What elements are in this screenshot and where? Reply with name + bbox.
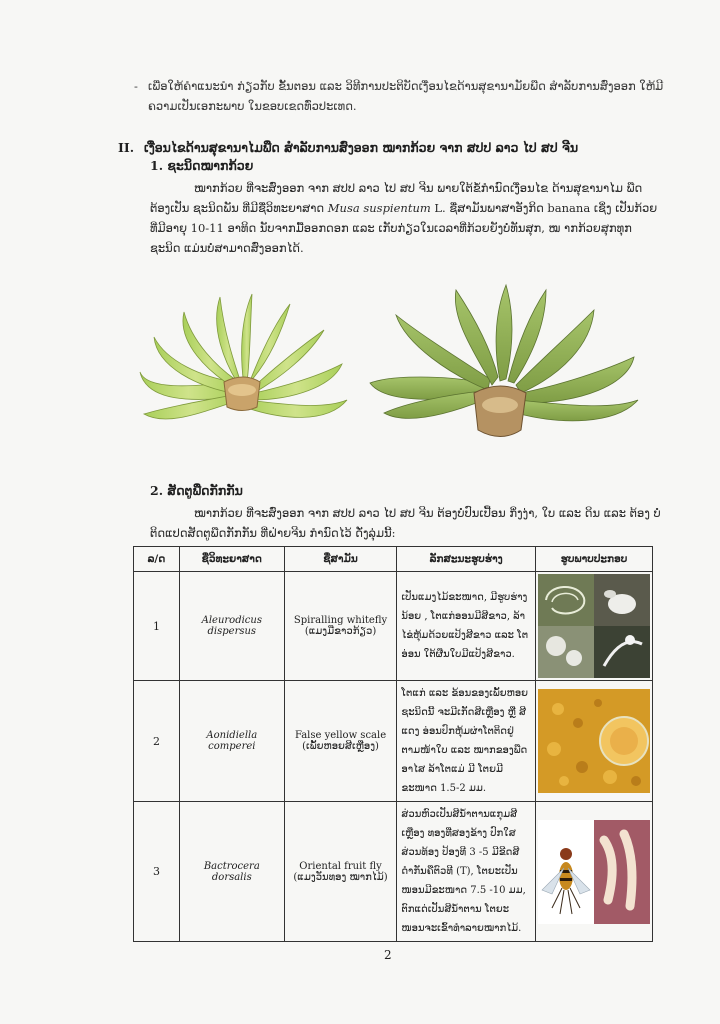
header-illustration: ຮູບພາບປະກອບ [535, 547, 652, 572]
header-description: ລັກສະນະຮູບຮ່າງ [397, 547, 536, 572]
table-row [134, 802, 653, 942]
table-header-row [134, 547, 653, 572]
bullet-dash: - [134, 79, 138, 93]
banana-hand-photo-2 [366, 275, 644, 445]
subsection-2-paragraph: ໝາກກ້ວຍ ທີ່ຈະສົ່ງອອກ ຈາກ ສປປ ລາວ ໄປ ສປ ຈີນ ຕ້ອງບໍ່ປົນເປື້ອນ ກິ່ງງ່າ, ໃບ ແລະ ດິນ ແລະ ຕ້ອງ ບໍ່ຕິດແປດສັດຕູພືດກັກກັນ ທີ່ຝ່າຍຈີນ ກຳນົດໄວ້ ດັ່ງລຸ່ມນີ້: [150, 506, 661, 540]
header-scientific-name: ຊື່ວິທະຍາສາດ [179, 547, 284, 572]
section-number: II. [118, 140, 135, 155]
subsection-2-title: 2. ສັດຕູພືດກັກກັນ [150, 483, 243, 498]
para-text-b: L. ຊື່ສາມັນພາສາອັງກິດ banana ເຊິ່ງ ເປັນກ້ວຍທີ່ມີອາຍຸ 10-11 ອາທິດ ນັບຈາກມື້ອອກດອກ ແລະ ເກັບກ່ຽວໃນເວລາທີ່ກ້ວຍຍັງບໍ່ທັນສຸກ, ໝ າກກ້ວຍສຸກທຸກຊະນິດ ແມ່ນບໍ່ສາມາດສົ່ງອອກໄດ້. [150, 201, 658, 255]
subsection-1-title: 1. ຊະນິດໝາກກ້ວຍ [150, 158, 254, 173]
common-name-cell [284, 572, 397, 681]
description-cell: ໂຕແກ່ ແລະ ຂ້ອນຂອງເພັ້ຍຫອຍ ຊະນິດນີ້ ຈະມີເກັດສີເຫຼືອງ ຫຼື ສີ ແດງ ອ່ອນປົກຫຸ້ມຜ່າໂຕຕິດຢູ່ຕາມໜ້າໃບ ແລະ ໝາກຂອງພືດອາໄສ ລ້າໂຕແມ່ ມີ ໂຕຍມີຂະໜາດ 1.5-2 ມມ. [397, 681, 536, 802]
row-number: 2 [134, 681, 180, 802]
illustration-cell [535, 681, 652, 802]
quarantine-pest-table [133, 546, 653, 942]
description-cell: ສ່ວນຫົວເປັນສີນ້ຳຕານແກຸມສີເຫຼືອງ ທອງທີ່ສອງຂ້າງ ປົກໃສ ສ່ວນທ້ອງ ປ້ອງທີ 3 -5 ມີຂີດສີດຳກັນຄືຕົວທີ (T), ໂຕຍະເປັນໜອນມີຂະໜາດ 7.5 -10 ມມ, ຕົກແດ່ເປັນສີນ້ຳຕານ ໂຕຍະ ໜອນຈະເຂົ້າທຳລາຍໝາກໄມ້. [397, 802, 536, 942]
row-number: 1 [134, 572, 180, 681]
illustration-cell [535, 572, 652, 681]
para-text-a: ໝາກກ້ວຍ ທີ່ຈະສົ່ງອອກ ຈາກ ສປປ ລາວ ໄປ ສປ ຈີນ ພາຍໃຕ້ຂໍ້ກຳນົດເງື່ອນໄຂ ດ້ານສຸຂານາໄມ ພືດ ຕ້ອງເປັນ ຊະນິດພັນ ທີ່ມີຊື່ວິທະຍາສາດ [150, 181, 643, 215]
scientific-name: Musa suspientum [327, 201, 431, 215]
scientific-name-cell: Bactrocera dorsalis [179, 802, 284, 942]
table-row [134, 572, 653, 681]
scientific-name-cell: Aonidiella comperei [179, 681, 284, 802]
table-row [134, 681, 653, 802]
illustration-cell [535, 802, 652, 942]
banana-hand-photo-1 [132, 282, 357, 442]
common-name-cell [284, 802, 397, 942]
subsection-1-paragraph [150, 178, 662, 258]
fruit-fly-photo [538, 820, 650, 924]
description-cell: ເປັນແມງໄມ້ຂະໜາດ, ມີຮູບຮ່າງ ນ້ອຍ , ໂຕແກ່ອອນມີສີຂາວ, ລ້າ ໄຂ່ຫຸ້ມດ້ວຍແປ້ງສີຂາວ ແລະ ໂຕອ່ອນ ໃຕ້ຜືນໃບມີແປ້ງສີຂາວ. [397, 572, 536, 681]
header-no: ລ/ດ [134, 547, 180, 572]
common-name-lo: (ເພັ້ຍຫອຍສີເຫຼືອງ) [302, 741, 379, 752]
page-number: 2 [384, 948, 392, 962]
common-name-en: Oriental fruit fly [299, 860, 382, 872]
common-name-cell [284, 681, 397, 802]
scientific-name-cell: Aleurodicus dispersus [179, 572, 284, 681]
common-name-lo: (ແມງມີ່ຂາວກ້ຽວ) [304, 626, 377, 637]
intro-bullet-text: ເພື່ອໃຫ້ຄຳແນະນຳ ກ່ຽວກັບ ຂັ້ນຕອນ ແລະ ວິທີການປະຕິບັດເງື່ອນໄຂດ້ານສຸຂານາມັຍພືດ ສຳລັບການສົ່ງອອກ ໃຫ້ມີຄວາມເປັນເອກະພາບ ໃນຂອບເຂດທົ່ວປະເທດ. [148, 79, 664, 113]
yellow-scale-photo [538, 689, 650, 793]
common-name-en: Spiralling whitefly [293, 615, 388, 626]
header-common-name: ຊື່ສາມັນ [284, 547, 397, 572]
common-name-en: False yellow scale [294, 730, 387, 741]
intro-bullet [134, 76, 668, 116]
row-number: 3 [134, 802, 180, 942]
whitefly-photo [538, 574, 650, 678]
section-title: ເງື່ອນໄຂດ້ານສຸຂານາໄມພືດ ສຳລັບການສົ່ງອອກ ໝາກກ້ວຍ ຈາກ ສປປ ລາວ ໄປ ສປ ຈີນ [144, 140, 579, 155]
common-name-lo: (ແມງວັນທອງ ໝາກໄມ້) [293, 871, 388, 883]
